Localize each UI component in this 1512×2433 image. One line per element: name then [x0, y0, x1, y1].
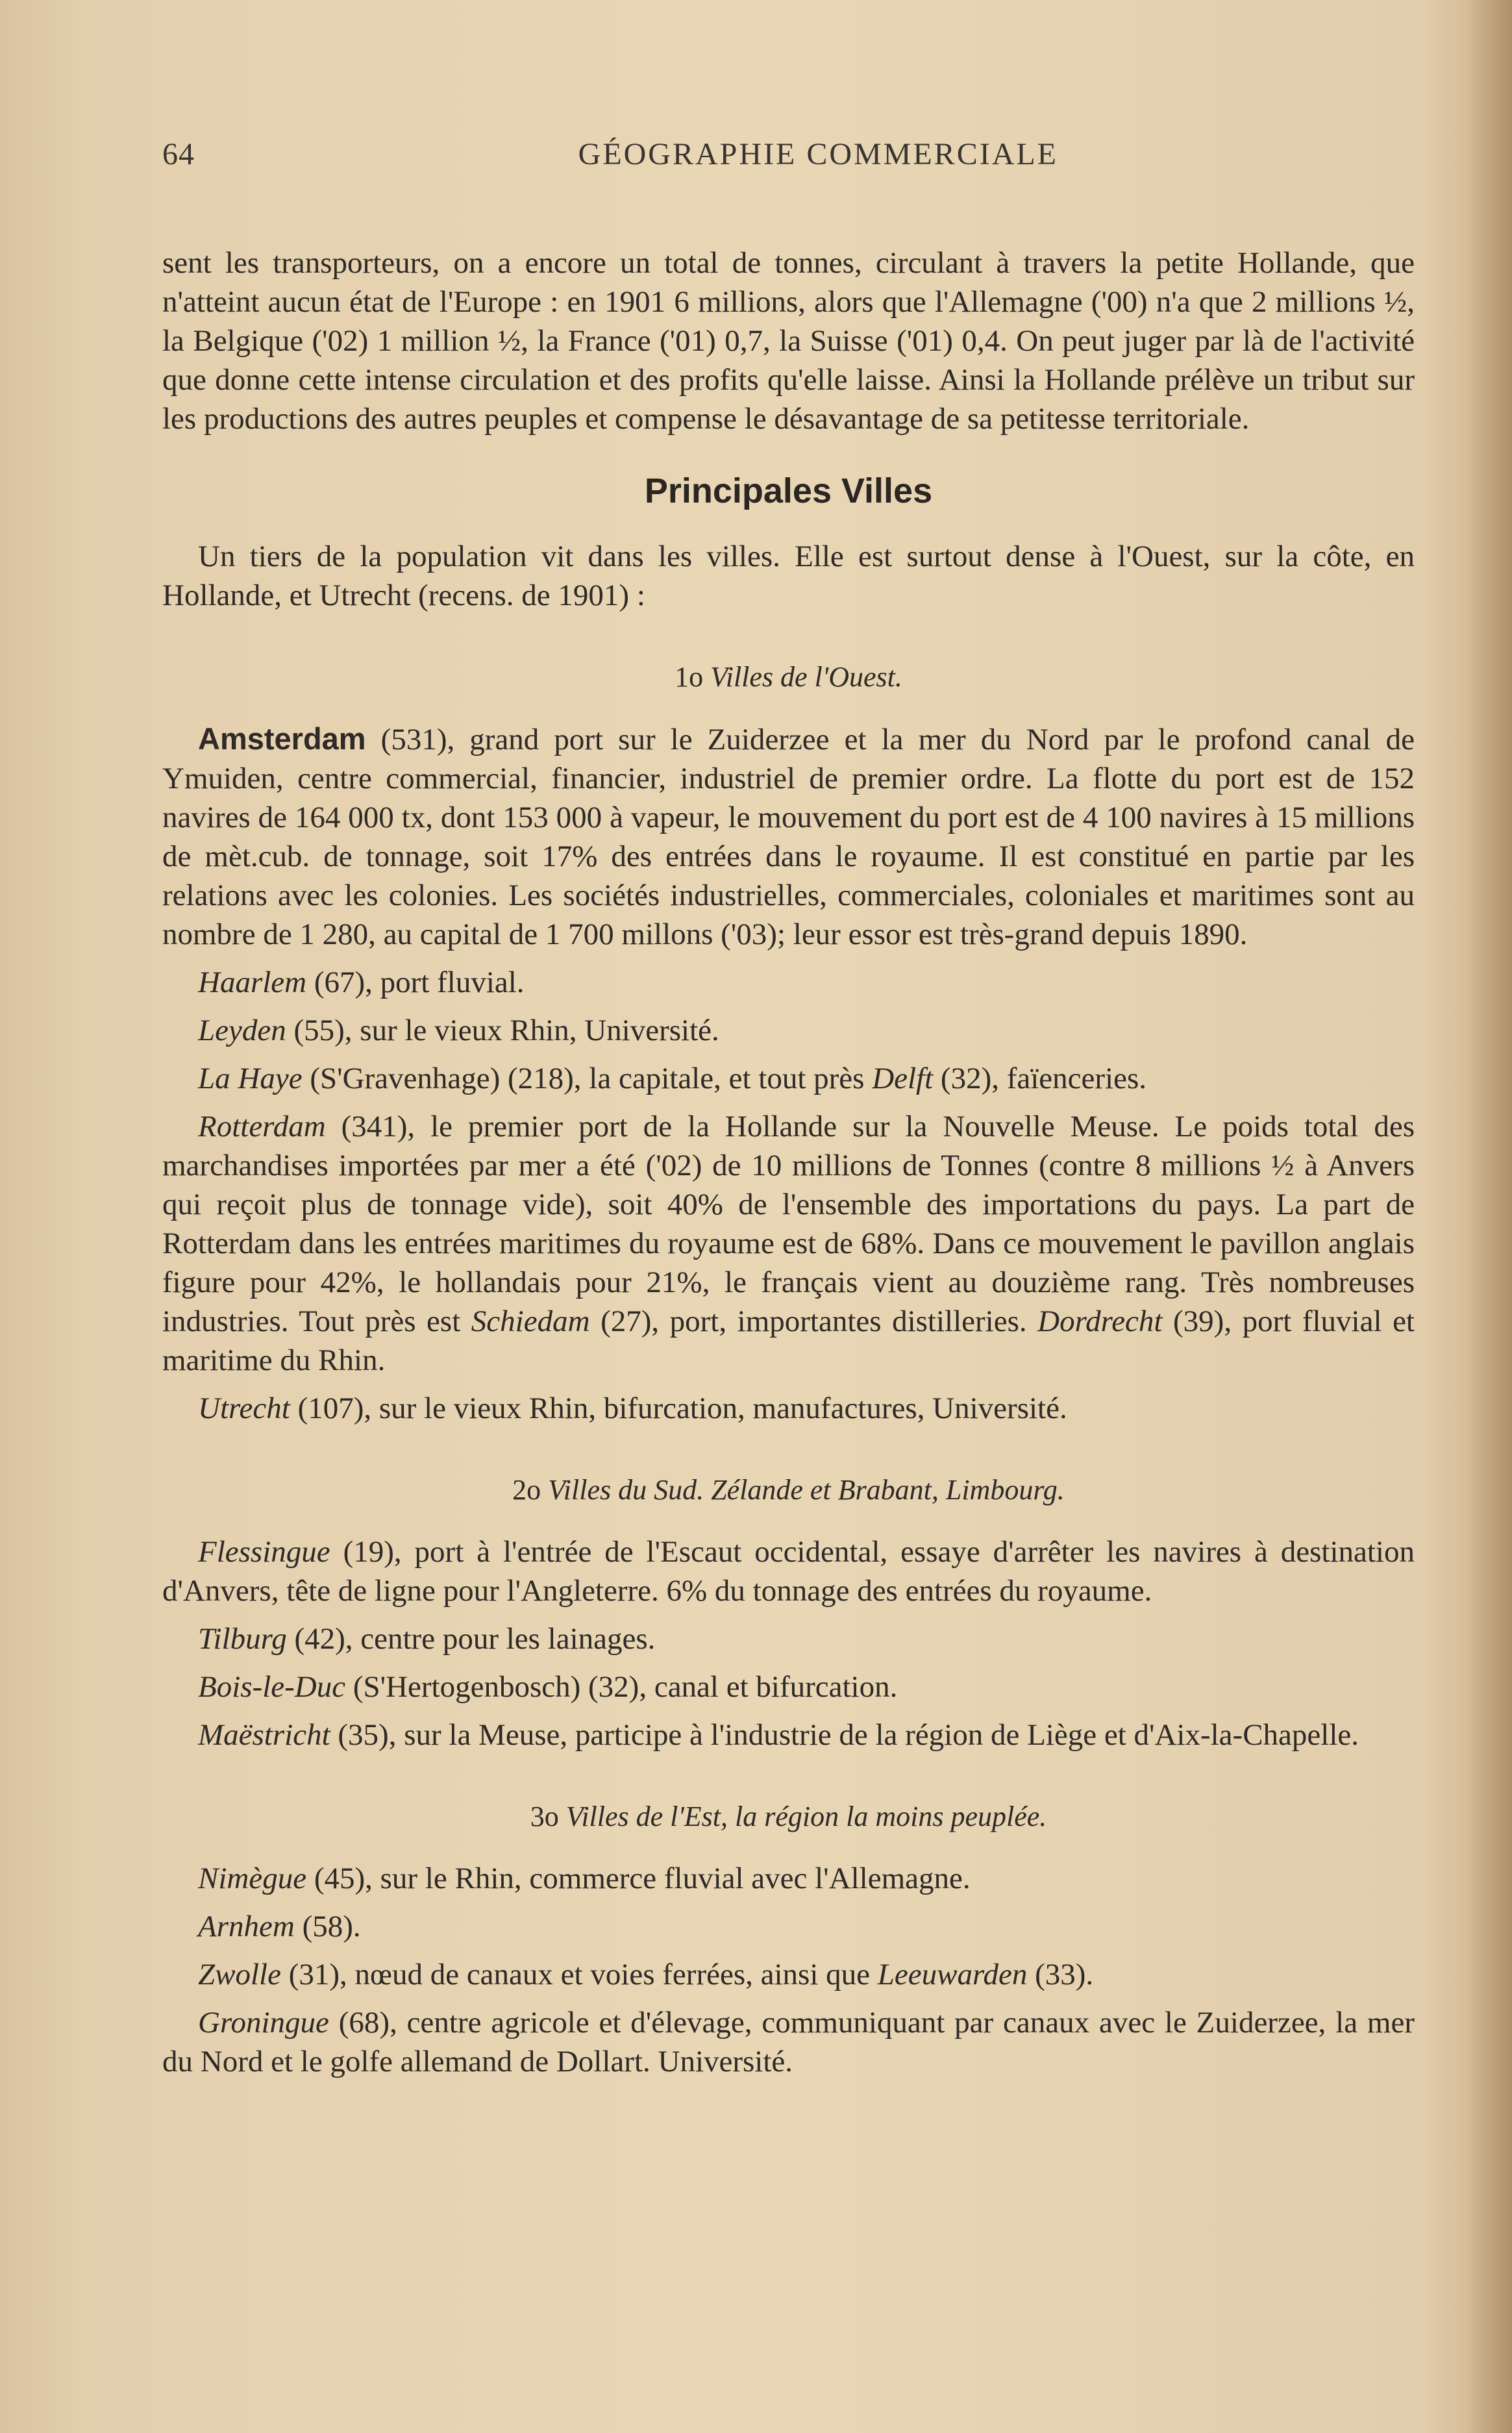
entry-flessingue	[162, 1532, 1415, 1610]
rotterdam-text: (341), le premier port de la Hollande sur la Nouvelle Meuse. Le poids total des marchandises importées par mer a été ('02) de 10 millions de Tonnes (contre 8 millions ½ à Anvers qui reçoit plus de tonnage vide), soit 40% de l'ensemble des importations du pays. La part de Rotterdam dans les entrées maritimes du royaume est de 68%. Dans ce mouvement le pavillon anglais figure pour 42%, le hollandais pour 21%, le français vient au douzième rang. Très nombreuses industries. Tout près est	[162, 1110, 1415, 1338]
city-delft: Delft	[872, 1062, 934, 1095]
entry-rotterdam	[162, 1107, 1415, 1380]
city-nimegue: Nimègue	[198, 1862, 307, 1895]
zwolle-text: (31), nœud de canaux et voies ferrées, ainsi que	[280, 1958, 878, 1991]
leyden-text: (55), sur le vieux Rhin, Université.	[286, 1014, 719, 1047]
subheading-east	[162, 1800, 1415, 1833]
flessingue-text: (19), port à l'entrée de l'Escaut occidental, essaye d'arrêter les navires à destination d'Anvers, tête de ligne pour l'Angleterre. 6% du tonnage des entrées du royaume.	[162, 1535, 1415, 1608]
nimegue-text: (45), sur le Rhin, commerce fluvial avec l'Allemagne.	[306, 1862, 971, 1895]
city-groningue: Groningue	[198, 2006, 329, 2040]
subheading-east-number: 3o	[530, 1801, 559, 1832]
population-paragraph: Un tiers de la population vit dans les villes. Elle est surtout dense à l'Ouest, sur la côte, en Hollande, et Utrecht (recens. de 1901) :	[162, 540, 1415, 612]
city-arnhem: Arnhem	[198, 1910, 295, 1943]
city-leeuwarden: Leeuwarden	[877, 1958, 1028, 1991]
subheading-west-number: 1o	[675, 661, 704, 693]
city-maestricht: Maëstricht	[198, 1718, 330, 1752]
city-zwolle: Zwolle	[198, 1958, 281, 1991]
entry-arnhem	[162, 1907, 1415, 1946]
intro-paragraph: sent les transporteurs, on a encore un total de tonnes, circulant à travers la petite Hollande, que n'atteint aucun état de l'Europe : en 1901 6 millions, alors que l'Allemagne ('00) n'a que 2 millions ½, la Belgique ('02) 1 million ½, la France ('01) 0,7, la Suisse ('01) 0,4. On peut juger par là de l'activité que donne cette intense circulation et des profits qu'elle laisse. Ainsi la Hollande prélève un tribut sur les productions des autres peuples et compense le désavantage de sa petitesse territoriale.	[162, 246, 1415, 436]
subheading-west-title: Villes de l'Ouest.	[710, 661, 902, 693]
entry-nimegue	[162, 1859, 1415, 1898]
entry-haarlem	[162, 963, 1415, 1002]
city-bois-le-duc: Bois-le-Duc	[198, 1670, 346, 1704]
entry-tilburg	[162, 1619, 1415, 1658]
leeuwarden-text: (33).	[1027, 1958, 1094, 1991]
entry-maestricht	[162, 1716, 1415, 1754]
subheading-east-title: Villes de l'Est, la région la moins peuplée.	[565, 1801, 1047, 1832]
city-rotterdam: Rotterdam	[198, 1110, 326, 1143]
utrecht-text: (107), sur le vieux Rhin, bifurcation, manufactures, Université.	[290, 1391, 1067, 1425]
bois-le-duc-text: (S'Hertogenbosch) (32), canal et bifurcation.	[345, 1670, 898, 1704]
entry-amsterdam	[162, 719, 1415, 954]
city-haarlem: Haarlem	[198, 966, 307, 999]
entry-bois-le-duc	[162, 1667, 1415, 1706]
schiedam-text: (27), port, importantes distilleries.	[589, 1304, 1038, 1338]
entry-leyden	[162, 1011, 1415, 1050]
subheading-south-title: Villes du Sud. Zélande et Brabant, Limbourg.	[548, 1474, 1065, 1506]
city-flessingue: Flessingue	[198, 1535, 330, 1569]
city-dordrecht: Dordrecht	[1037, 1304, 1163, 1338]
city-tilburg: Tilburg	[198, 1622, 287, 1656]
running-title: GÉOGRAPHIE COMMERCIALE	[578, 137, 1058, 171]
haarlem-text: (67), port fluvial.	[306, 966, 525, 999]
entry-la-haye	[162, 1059, 1415, 1098]
arnhem-text: (58).	[294, 1910, 361, 1943]
dordrecht-text: (39), port fluvial et maritime du Rhin.	[162, 1304, 1415, 1377]
section-heading: Principales Villes	[644, 471, 933, 510]
subheading-west	[162, 660, 1415, 693]
amsterdam-text: (531), grand port sur le Zuiderzee et la mer du Nord par le profond canal de Ymuiden, centre commercial, financier, industriel de premier ordre. La flotte du port est de 152 navires de 164 000 tx, dont 153 000 à vapeur, le mouvement du port est de 4 100 navires à 15 millions de mèt.cub. de tonnage, soit 17% des entrées dans le royaume. Il est constitué en partie par les relations avec les colonies. Les sociétés industrielles, commerciales, coloniales et maritimes sont au nombre de 1 280, au capital de 1 700 millons ('03); leur essor est très-grand depuis 1890.	[162, 723, 1415, 951]
tilburg-text: (42), centre pour les lainages.	[286, 1622, 656, 1656]
city-amsterdam: Amsterdam	[198, 721, 366, 756]
city-utrecht: Utrecht	[198, 1391, 290, 1425]
page-number: 64	[162, 137, 195, 171]
entry-groningue	[162, 2003, 1415, 2081]
city-schiedam: Schiedam	[471, 1304, 590, 1338]
page-header	[162, 136, 1058, 172]
entry-utrecht	[162, 1389, 1415, 1428]
la-haye-text: (S'Gravenhage) (218), la capitale, et tout près	[302, 1062, 873, 1095]
delft-text: (32), faïenceries.	[933, 1062, 1146, 1095]
entry-zwolle	[162, 1955, 1415, 1994]
city-leyden: Leyden	[198, 1014, 286, 1047]
subheading-south-number: 2o	[512, 1474, 541, 1506]
city-la-haye: La Haye	[198, 1062, 303, 1095]
subheading-south	[162, 1473, 1415, 1506]
maestricht-text: (35), sur la Meuse, participe à l'industrie de la région de Liège et d'Aix-la-Chapelle.	[330, 1718, 1359, 1752]
page-edge-shadow	[1467, 0, 1512, 2433]
groningue-text: (68), centre agricole et d'élevage, communiquant par canaux avec le Zuiderzee, la mer du Nord et le golfe allemand de Dollart. Université.	[162, 2006, 1415, 2078]
